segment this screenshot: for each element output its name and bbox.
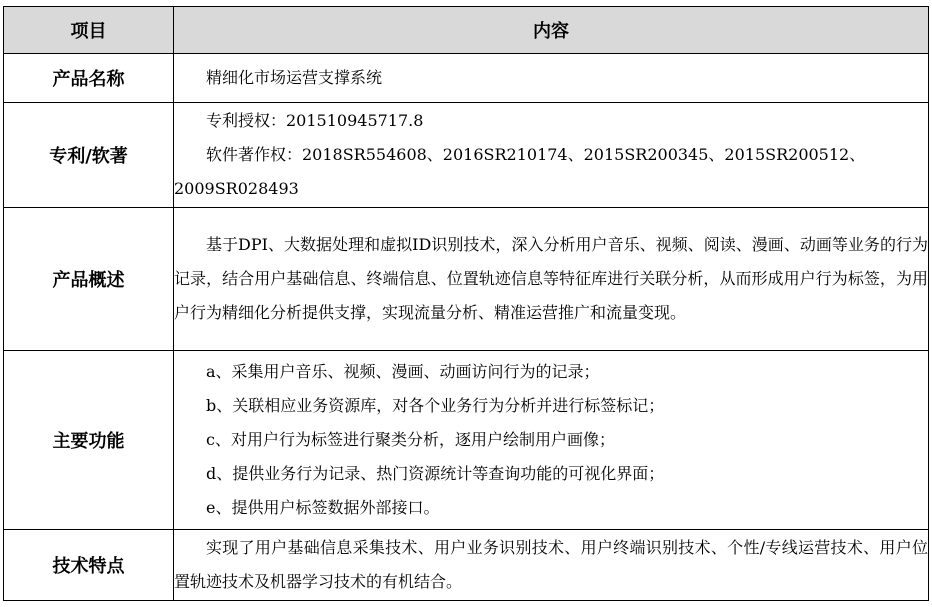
overview-text: 基于DPI、大数据处理和虚拟ID识别技术，深入分析用户音乐、视频、阅读、漫画、动画等业务的行为记录，结合用户基础信息、终端信息、位置轨迹信息等特征库进行关联分析，从而形成用户行为标签，为用户行为精细化分析提供支撑，实现流量分析、精准运营推广和流量变现。 [174,235,928,322]
header-item: 项目 [4,7,174,54]
table-header-row [4,7,929,54]
label-features: 技术特点 [4,530,174,601]
cell-overview [174,208,929,351]
label-product-name: 产品名称 [4,54,174,103]
table-row-overview [4,208,929,351]
patent-value: 专利授权：201510945717.8 [206,111,424,130]
cell-functions [174,351,929,530]
table-row-features [4,530,929,601]
function-item-e: e、提供用户标签数据外部接口。 [206,498,440,517]
product-spec-table [3,6,929,601]
function-item-c: c、对用户行为标签进行聚类分析，逐用户绘制用户画像； [206,430,615,449]
table-row-patents [4,103,929,208]
function-item-d: d、提供业务行为记录、热门资源统计等查询功能的可视化界面； [206,464,665,483]
table-row-functions [4,351,929,530]
label-patents: 专利/软著 [4,103,174,208]
header-content: 内容 [174,7,929,54]
cell-product-name [174,54,929,103]
copyright-line-1: 软件著作权：2018SR554608、2016SR210174、2015SR200345、2015SR200512、 [206,145,866,164]
label-overview: 产品概述 [4,208,174,351]
function-item-a: a、采集用户音乐、视频、漫画、动画访问行为的记录； [206,362,600,381]
features-text: 实现了用户基础信息采集技术、用户业务识别技术、用户终端识别技术、个性/专线运营技术、用户位置轨迹技术及机器学习技术的有机结合。 [174,538,928,591]
product-name-value: 精细化市场运营支撑系统 [206,68,383,87]
table-row-product-name [4,54,929,103]
copyright-line-2: 2009SR028493 [174,179,299,198]
cell-features [174,530,929,601]
cell-patents [174,103,929,208]
function-item-b: b、关联相应业务资源库，对各个业务行为分析并进行标签标记； [206,396,665,415]
label-functions: 主要功能 [4,351,174,530]
